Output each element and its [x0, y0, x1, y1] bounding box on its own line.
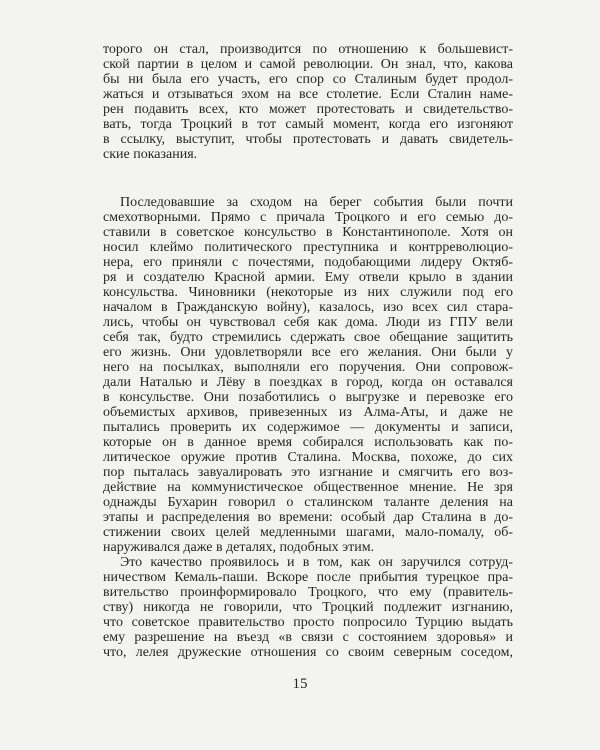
text-line: стижении своих целей медленными шагами, мало-помалу, об-: [103, 525, 513, 540]
text-line: что советское правительство просто попросило Турцию выдать: [103, 615, 513, 630]
text-line: ничеством Кемаль-паши. Вскоре после прибытия турецкое пра-: [103, 570, 513, 585]
text-line: ству) никогда не говорили, что Троцкий подлежит изгнанию,: [103, 600, 513, 615]
text-line: однажды Бухарин говорил о сталинском таланте деления на: [103, 495, 513, 510]
text-line: что, лелея дружеские отношения со своим северным соседом,: [103, 645, 513, 660]
body-text: [103, 42, 513, 660]
text-line: торого он стал, производится по отношению к большевист-: [103, 42, 513, 57]
text-line: в консульстве. Они позаботились о выгрузке и перевозке его: [103, 390, 513, 405]
paragraph: [103, 195, 513, 555]
text-line: ря и создателю Красной армии. Ему отвели крыло в здании: [103, 270, 513, 285]
text-line: смехотворными. Прямо с причала Троцкого и его семью до-: [103, 210, 513, 225]
text-line: в ссылку, выступит, чтобы протестовать и давать свидетель-: [103, 132, 513, 147]
text-line: наруживался даже в деталях, подобных этим.: [103, 540, 375, 555]
text-line: ему разрешение на въезд «в связи с состоянием здоровья» и: [103, 630, 513, 645]
paragraph: [103, 555, 513, 660]
text-line: Последовавшие за сходом на берег события были почти: [120, 195, 513, 210]
text-line: пытались проверить их содержимое — документы и записи,: [103, 420, 513, 435]
text-line: жаться и отзываться эхом на все столетие. Если Сталин наме-: [103, 87, 513, 102]
text-line: рен подавить всех, кто может протестовать и свидетельство-: [103, 102, 513, 117]
text-line: которые он в данное время собирался использовать как по-: [103, 435, 513, 450]
text-line: ские показания.: [103, 147, 198, 162]
page-number: 15: [292, 676, 308, 692]
text-line: началом в Гражданскую войну), казалось, изо всех сил стара-: [103, 300, 513, 315]
text-line: действие на коммунистическое общественное мнение. Не зря: [103, 480, 513, 495]
text-line: нера, его приняли с почестями, подобающими лидеру Октяб-: [103, 255, 513, 270]
text-line: его жизнь. Они удовлетворяли все его желания. Они были у: [103, 345, 513, 360]
text-line: вительство проинформировало Троцкого, что ему (правитель-: [103, 585, 513, 600]
text-line: ской партии в целом и самой революции. Он знал, что, какова: [103, 57, 513, 72]
text-line: ставили в советское консульство в Константинополе. Хотя он: [103, 225, 513, 240]
text-line: носил клеймо политического преступника и контрреволюцио-: [103, 240, 513, 255]
text-line: литическое оружие против Сталина. Москва, похоже, до сих: [103, 450, 513, 465]
text-line: бы ни была его участь, его спор со Сталиным будет продол-: [103, 72, 513, 87]
text-line: этапы и распределения во времени: особый дар Сталина в до-: [103, 510, 513, 525]
paragraph: [103, 42, 513, 162]
text-line: пор пыталась завуалировать это изгнание и смягчить его воз-: [103, 465, 513, 480]
text-line: лись, чтобы он чувствовал себя как дома. Люди из ГПУ вели: [103, 315, 513, 330]
text-line: себя так, будто стремились сдержать свое обещание защитить: [103, 330, 513, 345]
text-line: вать, тогда Троцкий в тот самый момент, когда его изгоняют: [103, 117, 513, 132]
text-line: дали Наталью и Лёву в поездках в город, когда он оставался: [103, 375, 513, 390]
text-line: Это качество проявилось и в том, как он заручился сотруд-: [120, 555, 513, 570]
text-line: консульства. Чиновники (некоторые из них служили под его: [103, 285, 513, 300]
text-line: него на посылках, выполняли его поручения. Они сопровож-: [103, 360, 513, 375]
text-line: объемистых архивов, привезенных из Алма-Аты, и даже не: [103, 405, 513, 420]
